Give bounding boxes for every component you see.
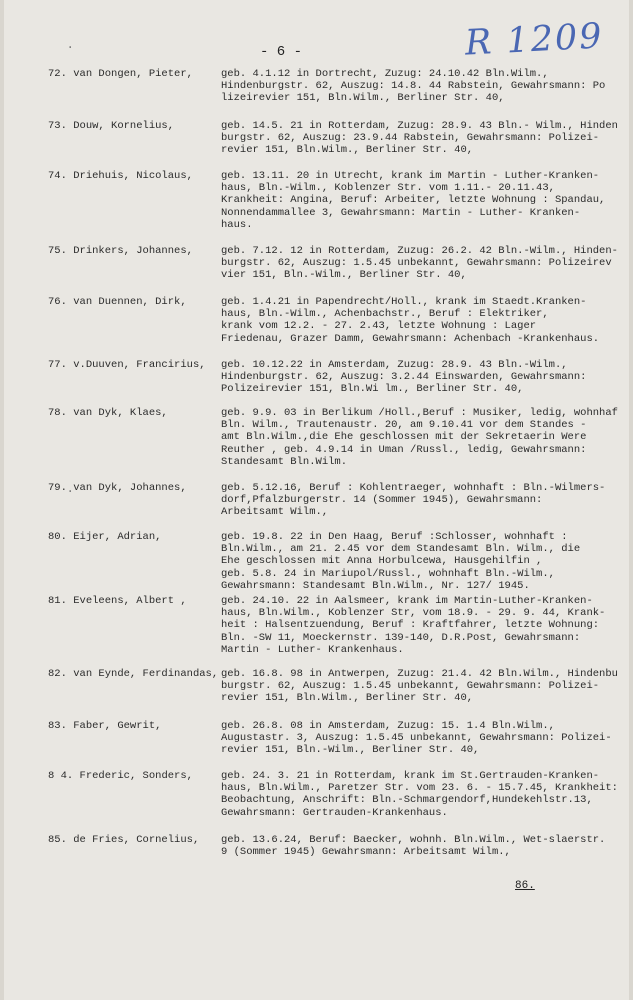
archive-reference: R 1209 xyxy=(464,16,605,64)
entry-detail-line: haus, Bln.-Wilm., Achenbachstr., Beruf : Elektriker, xyxy=(221,308,549,321)
entry-detail-line: revier 151, Bln.Wilm., Berliner Str. 40, xyxy=(221,144,474,157)
entry-detail-line: revier 151, Bln.-Wilm., Berliner Str. 40, xyxy=(221,744,480,757)
entry-detail-line: geb. 4.1.12 in Dortrecht, Zuzug: 24.10.42 Bln.Wilm., xyxy=(221,68,549,80)
entry-detail-line: geb. 24.10. 22 in Aalsmeer, krank im Martin-Luther-Kranken- xyxy=(221,595,593,607)
entry-details xyxy=(221,770,626,819)
punch-mark: · xyxy=(68,484,73,500)
entry-name xyxy=(48,595,187,607)
entry-detail-line: Standesamt Bln.Wilm. xyxy=(221,455,348,468)
entry-name xyxy=(48,120,174,132)
entry-number: 75. xyxy=(48,245,67,257)
entry-details xyxy=(221,482,626,519)
entry-detail-line: Polizeirevier 151, Bln.Wi lm., Berliner Str. 40, xyxy=(221,383,524,396)
entry-detail-line: geb. 14.5. 21 in Rotterdam, Zuzug: 28.9. 43 Bln.- Wilm., Hinden xyxy=(221,120,618,132)
entry-detail-line: Hindenburgstr. 62, Auszug: 14.8. 44 Rabstein, Gewahrsmann: Po xyxy=(221,80,606,93)
entry-detail-line: Gewahrsmann: Gertrauden-Krankenhaus. xyxy=(221,806,448,819)
entry-detail-line: Bln. -SW 11, Moeckernstr. 139-140, D.R.Post, Gewahrsmann: xyxy=(221,631,581,644)
entry-name xyxy=(48,720,161,732)
entry-number: 72. xyxy=(48,68,67,80)
entry-person-name: van Dongen, Pieter, xyxy=(73,68,193,80)
entry-name xyxy=(48,482,187,494)
entry-details xyxy=(221,834,626,858)
entry-name xyxy=(48,770,193,782)
page-number: - 6 - xyxy=(260,44,303,60)
entry-number: 80. xyxy=(48,531,67,543)
entry-detail-line: geb. 1.4.21 in Papendrecht/Holl., krank im Staedt.Kranken- xyxy=(221,296,587,308)
entry-detail-line: geb. 5.12.16, Beruf : Kohlentraeger, wohnhaft : Bln.-Wilmers- xyxy=(221,482,606,494)
footer-number: 86. xyxy=(515,880,535,892)
entry-number: 77. xyxy=(48,359,67,371)
entry-details xyxy=(221,245,626,282)
entry-detail-line: Augustastr. 3, Auszug: 1.5.45 unbekannt, Gewahrsmann: Polizei- xyxy=(221,732,612,745)
entry-name xyxy=(48,68,193,80)
punch-mark: · xyxy=(68,40,73,56)
entry-detail-line: geb. 9.9. 03 in Berlikum /Holl.,Beruf : Musiker, ledig, wohnhaf xyxy=(221,407,618,419)
entry-detail-line: Nonnendammallee 3, Gewahrsmann: Martin - Luther- Kranken- xyxy=(221,206,581,219)
entry-person-name: Eveleens, Albert , xyxy=(73,595,187,607)
entry-name xyxy=(48,834,199,846)
entry-name xyxy=(48,245,193,257)
entry-detail-line: Friedenau, Grazer Damm, Gewahrsmann: Achenbach -Krankenhaus. xyxy=(221,332,600,345)
entry-number: 81. xyxy=(48,595,67,607)
entry-detail-line: geb. 7.12. 12 in Rotterdam, Zuzug: 26.2. 42 Bln.-Wilm., Hinden- xyxy=(221,245,618,257)
entry-number: 85. xyxy=(48,834,67,846)
entry-detail-line: haus, Bln.Wilm., Paretzer Str. vom 23. 6. - 15.7.45, Krankheit: xyxy=(221,782,618,795)
entry-detail-line: geb. 24. 3. 21 in Rotterdam, krank im St.Gertrauden-Kranken- xyxy=(221,770,600,782)
entry-detail-line: haus. xyxy=(221,218,253,231)
entry-person-name: Drinkers, Johannes, xyxy=(73,245,193,257)
entry-details xyxy=(221,296,626,345)
entry-name xyxy=(48,170,193,182)
entry-detail-line: dorf,Pfalzburgerstr. 14 (Sommer 1945), Gewahrsmann: xyxy=(221,494,543,507)
entry-number: 79. xyxy=(48,482,67,494)
entry-detail-line: heit : Halsentzuendung, Beruf : Kraftfahrer, letzte Wohnung: xyxy=(221,619,600,632)
entry-detail-line: vier 151, Bln.-Wilm., Berliner Str. 40, xyxy=(221,269,467,282)
entry-details xyxy=(221,595,626,656)
entry-detail-line: Gewahrsmann: Standesamt Bln.Wilm., Nr. 127/ 1945. xyxy=(221,579,530,592)
entry-details xyxy=(221,120,626,157)
entry-person-name: v.Duuven, Francirius, xyxy=(73,359,206,371)
entry-number: 8 4. xyxy=(48,770,74,782)
entry-person-name: van Dyk, Klaes, xyxy=(73,407,168,419)
document-page xyxy=(4,0,629,1000)
entry-name xyxy=(48,531,161,543)
entry-name xyxy=(48,668,218,680)
entry-detail-line: geb. 10.12.22 in Amsterdam, Zuzug: 28.9. 43 Bln.-Wilm., xyxy=(221,359,568,371)
entry-name xyxy=(48,407,168,419)
entry-person-name: de Fries, Cornelius, xyxy=(73,834,200,846)
entry-detail-line: burgstr. 62, Auszug: 1.5.45 unbekannt, Gewahrsmann: Polizei- xyxy=(221,680,600,693)
entry-details xyxy=(221,68,626,105)
entry-person-name: van Duennen, Dirk, xyxy=(73,296,187,308)
entry-detail-line: Ehe geschlossen mit Anna Horbulcewa, Hausgehilfin , xyxy=(221,555,543,568)
entry-detail-line: geb. 26.8. 08 in Amsterdam, Zuzug: 15. 1.4 Bln.Wilm., xyxy=(221,720,555,732)
entry-details xyxy=(221,720,626,757)
entry-person-name: van Dyk, Johannes, xyxy=(73,482,187,494)
entry-details xyxy=(221,170,626,231)
entry-details xyxy=(221,668,626,705)
entry-number: 76. xyxy=(48,296,67,308)
entry-detail-line: krank vom 12.2. - 27. 2.43, letzte Wohnung : Lager xyxy=(221,320,537,333)
entry-number: 73. xyxy=(48,120,67,132)
entry-detail-line: Beobachtung, Anschrift: Bln.-Schmargendorf,Hundekehlstr.13, xyxy=(221,794,593,807)
entry-detail-line: lizeirevier 151, Bln.Wilm., Berliner Str. 40, xyxy=(221,92,505,105)
entry-detail-line: geb. 13.6.24, Beruf: Baecker, wohnh. Bln.Wilm., Wet-slaerstr. xyxy=(221,834,606,846)
entry-detail-line: haus, Bln.Wilm., Koblenzer Str, vom 18.9. - 29. 9. 44, Krank- xyxy=(221,607,606,620)
entry-detail-line: 9 (Sommer 1945) Gewahrsmann: Arbeitsamt Wilm., xyxy=(221,846,511,859)
entry-detail-line: Arbeitsamt Wilm., xyxy=(221,506,329,519)
entry-person-name: Douw, Kornelius, xyxy=(73,120,175,132)
entry-number: 83. xyxy=(48,720,67,732)
entry-detail-line: geb. 19.8. 22 in Den Haag, Beruf :Schlosser, wohnhaft : xyxy=(221,531,568,543)
entry-number: 82. xyxy=(48,668,67,680)
entry-detail-line: revier 151, Bln.Wilm., Berliner Str. 40, xyxy=(221,692,474,705)
entry-person-name: van Eynde, Ferdinandas, xyxy=(73,668,219,680)
entry-detail-line: geb. 16.8. 98 in Antwerpen, Zuzug: 21.4. 42 Bln.Wilm., Hindenbu xyxy=(221,668,618,680)
entry-detail-line: geb. 13.11. 20 in Utrecht, krank im Martin - Luther-Kranken- xyxy=(221,170,600,182)
entry-detail-line: geb. 5.8. 24 in Mariupol/Russl., wohnhaft Bln.-Wilm., xyxy=(221,567,555,580)
entry-detail-line: burgstr. 62, Auszug: 23.9.44 Rabstein, Gewahrsmann: Polizei- xyxy=(221,132,600,145)
entry-detail-line: haus, Bln.-Wilm., Koblenzer Str. vom 1.11.- 20.11.43, xyxy=(221,182,555,195)
entry-detail-line: amt Bln.Wilm.,die Ehe geschlossen mit der Sekretaerin Were xyxy=(221,431,587,444)
entry-details xyxy=(221,359,626,396)
entry-number: 78. xyxy=(48,407,67,419)
entry-number: 74. xyxy=(48,170,67,182)
entry-detail-line: Reuther , geb. 4.9.14 in Uman /Russl., ledig, Gewahrsmann: xyxy=(221,443,587,456)
entry-detail-line: Krankheit: Angina, Beruf: Arbeiter, letzte Wohnung : Spandau, xyxy=(221,194,606,207)
entry-details xyxy=(221,407,626,468)
entry-detail-line: Martin - Luther- Krankenhaus. xyxy=(221,643,404,656)
entry-person-name: Frederic, Sonders, xyxy=(79,770,193,782)
entry-detail-line: Hindenburgstr. 62, Auszug: 3.2.44 Einswarden, Gewahrsmann: xyxy=(221,371,587,384)
entry-name xyxy=(48,359,206,371)
entry-person-name: Faber, Gewrit, xyxy=(73,720,162,732)
entry-name xyxy=(48,296,187,308)
entry-detail-line: Bln.Wilm., am 21. 2.45 vor dem Standesamt Bln. Wilm., die xyxy=(221,543,581,556)
entry-detail-line: burgstr. 62, Auszug: 1.5.45 unbekannt, Gewahrsmann: Polizeirev xyxy=(221,257,612,270)
entry-person-name: Driehuis, Nicolaus, xyxy=(73,170,193,182)
entry-person-name: Eijer, Adrian, xyxy=(73,531,162,543)
entry-detail-line: Bln. Wilm., Trautenaustr. 20, am 9.10.41 vor dem Standes - xyxy=(221,419,587,432)
entry-details xyxy=(221,531,626,592)
